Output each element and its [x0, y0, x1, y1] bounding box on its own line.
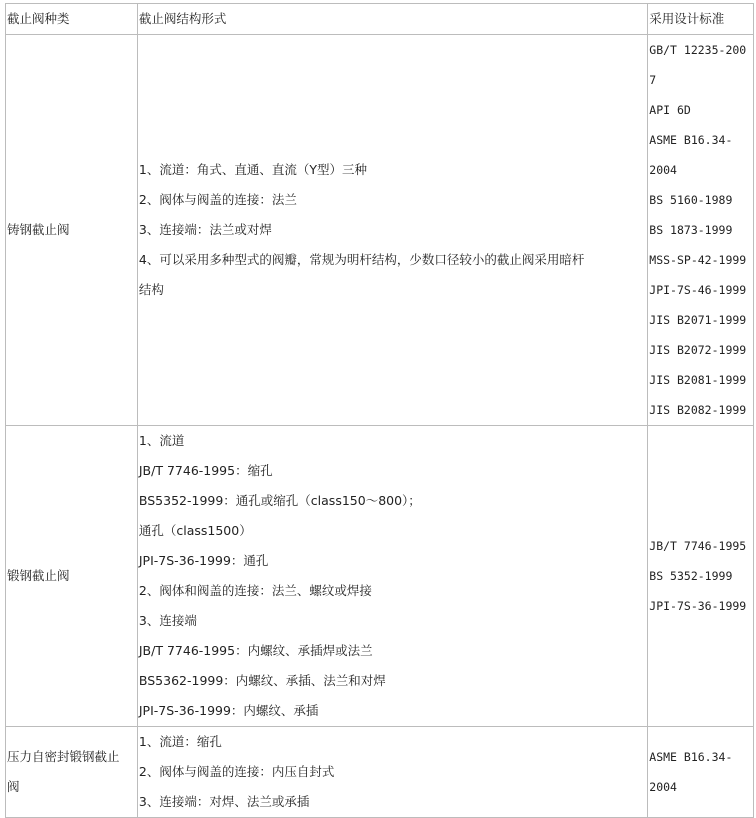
standards-cell — [648, 35, 754, 426]
structure-line: 3、连接端：法兰或对焊 — [138, 222, 272, 237]
standard-line: ASME B16.34- — [649, 750, 733, 764]
structure-line: 3、连接端：对焊、法兰或承插 — [138, 794, 310, 809]
structure-line: 2、阀体和阀盖的连接：法兰、螺纹或焊接 — [138, 583, 372, 598]
structure-line: 2、阀体与阀盖的连接：内压自封式 — [138, 764, 335, 779]
structure-line: BS5352-1999：通孔或缩孔（class150～800）； — [138, 493, 421, 508]
valve-standards-table — [5, 3, 754, 818]
structure-cell — [137, 35, 647, 426]
header-valve-type: 截止阀种类 — [6, 4, 138, 35]
structure-cell — [137, 426, 647, 727]
standard-line: JPI-7S-46-1999 — [649, 283, 747, 297]
valve-type-cell: 锻钢截止阀 — [6, 426, 138, 727]
header-structure: 截止阀结构形式 — [137, 4, 647, 35]
header-row — [6, 4, 754, 35]
structure-line: 1、流道：角式、直通、直流（Y型）三种 — [138, 162, 367, 177]
structure-line: JB/T 7746-1995：内螺纹、承插焊或法兰 — [138, 643, 373, 658]
table-row — [6, 426, 754, 727]
standard-line: BS 5352-1999 — [649, 569, 733, 583]
valve-type-line: 压力自密封锻钢截止 — [7, 749, 120, 764]
header-standards: 采用设计标准 — [648, 4, 754, 35]
standard-line: JIS B2072-1999 — [649, 343, 747, 357]
structure-line: 结构 — [138, 282, 164, 297]
structure-line: 通孔（class1500） — [138, 523, 252, 538]
standard-line: 2004 — [649, 780, 677, 794]
standard-line: GB/T 12235-2007 — [649, 43, 747, 87]
standard-line: ASME B16.34- — [649, 133, 733, 147]
table-row — [6, 35, 754, 426]
table-row — [6, 727, 754, 818]
standard-line: JB/T 7746-1995 — [649, 539, 747, 553]
structure-cell — [137, 727, 647, 818]
standards-cell — [648, 426, 754, 727]
valve-type-cell — [6, 727, 138, 818]
structure-line: JPI-7S-36-1999：通孔 — [138, 553, 269, 568]
standard-line: JIS B2071-1999 — [649, 313, 747, 327]
structure-line: 1、流道：缩孔 — [138, 734, 222, 749]
structure-line: 2、阀体与阀盖的连接：法兰 — [138, 192, 297, 207]
structure-line: JPI-7S-36-1999：内螺纹、承插 — [138, 703, 319, 718]
structure-line: 4、可以采用多种型式的阀瓣，常规为明杆结构，少数口径较小的截止阀采用暗杆 — [138, 252, 585, 267]
valve-type-line: 阀 — [7, 779, 20, 794]
standard-line: BS 5160-1989 — [649, 193, 733, 207]
standard-line: JIS B2081-1999 — [649, 373, 747, 387]
structure-line: JB/T 7746-1995：缩孔 — [138, 463, 273, 478]
standards-cell — [648, 727, 754, 818]
structure-line: BS5362-1999：内螺纹、承插、法兰和对焊 — [138, 673, 386, 688]
structure-line: 1、流道 — [138, 433, 185, 448]
standard-line: MSS-SP-42-1999 — [649, 253, 747, 267]
standard-line: JIS B2082-1999 — [649, 403, 747, 417]
structure-line: 3、连接端 — [138, 613, 197, 628]
standard-line: 2004 — [649, 163, 677, 177]
standard-line: API 6D — [649, 103, 691, 117]
standard-line: BS 1873-1999 — [649, 223, 733, 237]
valve-type-cell: 铸钢截止阀 — [6, 35, 138, 426]
standard-line: JPI-7S-36-1999 — [649, 599, 747, 613]
